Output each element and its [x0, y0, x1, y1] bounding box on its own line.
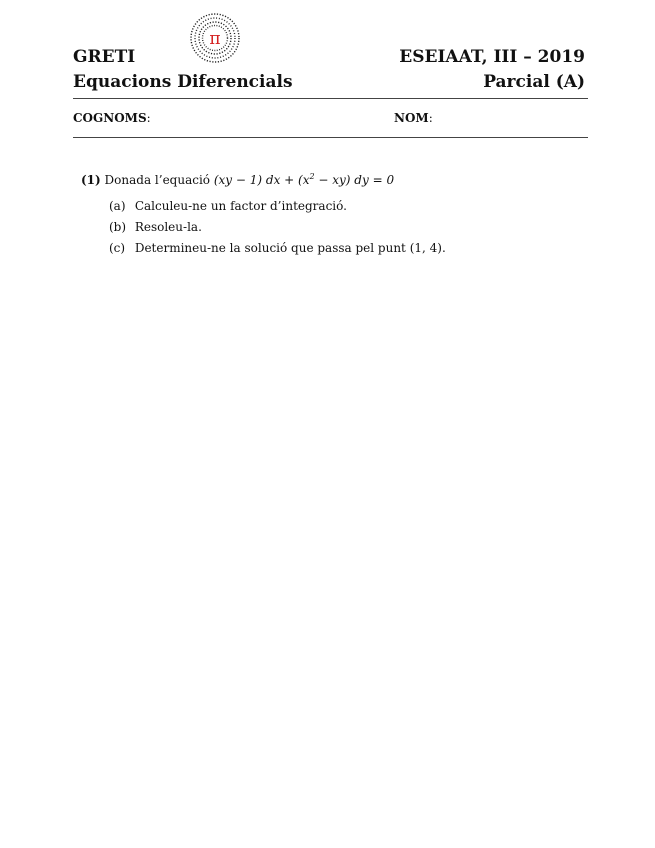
- institution-name: GRETI: [73, 47, 136, 67]
- name-label: NOM: [394, 111, 429, 125]
- subquestion-c: [109, 241, 446, 256]
- equation-exponent: 2: [309, 172, 315, 181]
- course-title: Equacions Diferencials: [73, 72, 293, 92]
- header-divider: [73, 98, 588, 99]
- problem-equation: [214, 173, 394, 187]
- equation-part-a: (xy − 1) dx + (x: [213, 173, 310, 187]
- subquestion-text: Determineu-ne la solució que passa pel punt (1, 4).: [134, 241, 446, 255]
- subquestion-tag: (a): [109, 199, 126, 213]
- subquestion-a: [109, 199, 347, 214]
- surname-label: COGNOMS: [73, 111, 147, 125]
- subquestion-text: Resoleu-la.: [134, 220, 202, 234]
- subquestion-b: [109, 220, 202, 235]
- problem-statement: [81, 173, 394, 188]
- pi-spiral-logo-icon: [185, 12, 245, 64]
- exam-title: Parcial (A): [483, 72, 585, 92]
- name-field: [394, 111, 433, 126]
- equation-part-b: − xy) dy = 0: [314, 173, 395, 187]
- subquestion-tag: (c): [109, 241, 126, 255]
- subquestion-text: Calculeu-ne un factor d’integració.: [134, 199, 347, 213]
- problem-number: (1): [81, 173, 101, 187]
- fields-divider: [73, 137, 588, 138]
- subquestion-tag: (b): [109, 220, 127, 234]
- surname-colon: :: [146, 111, 151, 125]
- name-colon: :: [428, 111, 433, 125]
- school-term: ESEIAAT, III – 2019: [399, 47, 585, 67]
- surname-field: [73, 111, 151, 126]
- pi-glyph: π: [209, 29, 221, 49]
- problem-intro: Donada l’equació: [104, 173, 211, 187]
